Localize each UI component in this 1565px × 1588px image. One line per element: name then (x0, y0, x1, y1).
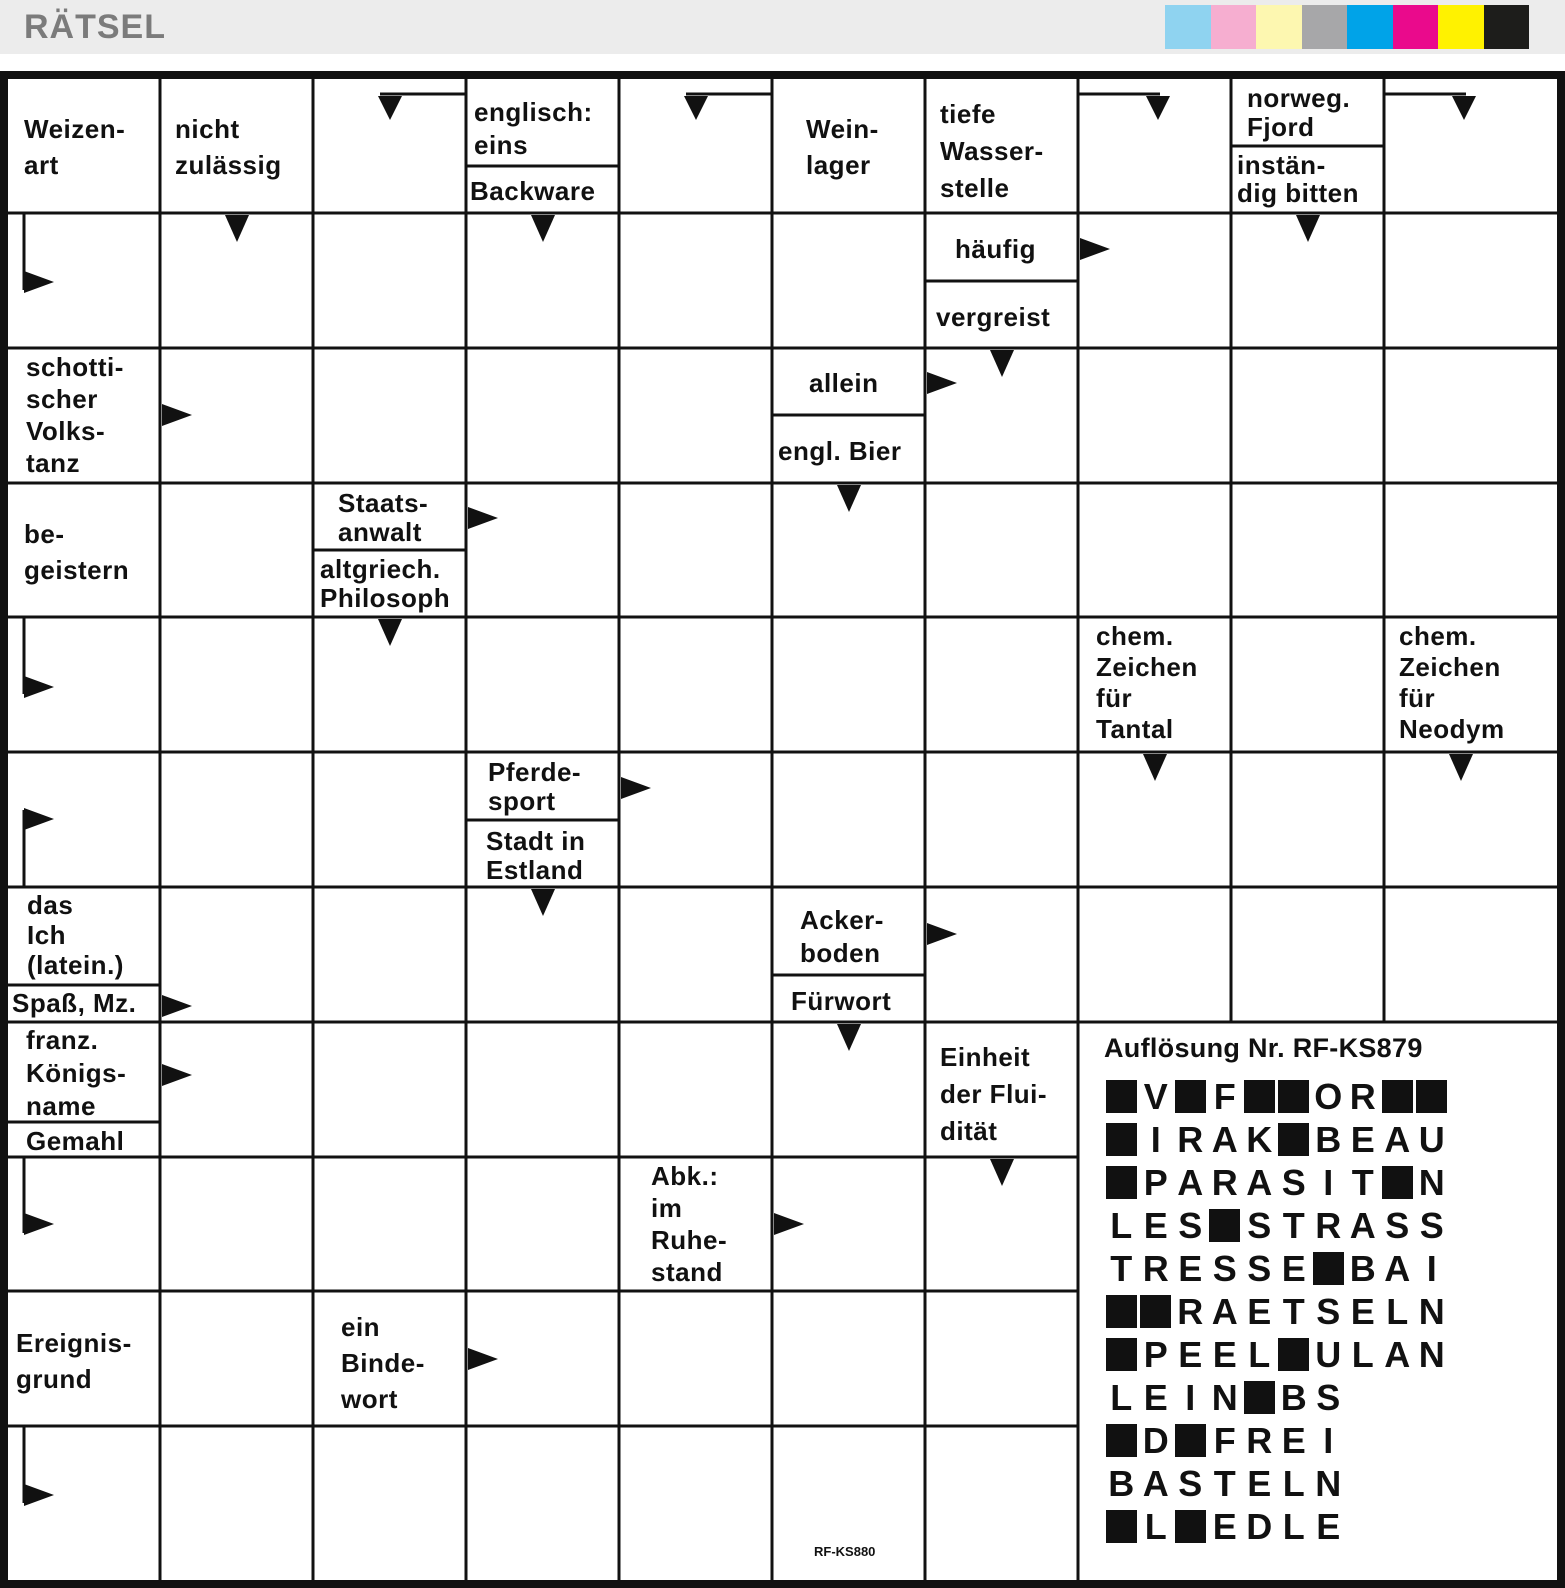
solution-letter: I (1426, 1247, 1437, 1289)
solution-letter: T (1213, 1462, 1236, 1504)
clue-staatsanwalt: Staats- anwalt (338, 488, 429, 547)
solution-letter: E (1247, 1462, 1272, 1504)
solution-letter: F (1213, 1419, 1236, 1461)
solution-letter: R (1349, 1075, 1376, 1117)
solution-letter: N (1418, 1161, 1445, 1203)
color-swatch (1347, 5, 1393, 49)
color-swatch (1211, 5, 1257, 49)
arrow-down-icon (990, 1159, 1014, 1186)
solution-letter: N (1211, 1376, 1238, 1418)
arrow-right-icon (1080, 238, 1110, 260)
solution-letter: A (1211, 1290, 1238, 1332)
solution-letter: E (1281, 1247, 1306, 1289)
clue-norweg-fjord: norweg. Fjord (1247, 83, 1351, 142)
solution-letter: D (1246, 1505, 1273, 1547)
solution-letter: S (1247, 1204, 1272, 1246)
solution-letter: R (1177, 1290, 1204, 1332)
arrow-down-icon (1146, 96, 1170, 120)
solution-letter: I (1323, 1161, 1334, 1203)
clue-ein-bindewort: ein Binde- wort (341, 1312, 425, 1414)
solution-letter: T (1351, 1161, 1374, 1203)
arrow-down-icon (1449, 754, 1473, 781)
arrow-right-icon (162, 995, 192, 1017)
solution-letter: B (1349, 1247, 1376, 1289)
arrow-right-icon (162, 1064, 192, 1086)
solution-letter: B (1315, 1118, 1342, 1160)
clue-pferdesport: Pferde- sport (488, 757, 582, 816)
solution-row (1104, 1419, 1449, 1462)
solution-letter: A (1142, 1462, 1169, 1504)
solution-letter: A (1177, 1161, 1204, 1203)
clue-chem-tantal: chem. Zeichen für Tantal (1096, 621, 1198, 744)
arrow-right-icon (774, 1213, 804, 1235)
clue-spass-mz: Spaß, Mz. (12, 988, 137, 1018)
arrow-right-icon (621, 777, 651, 799)
solution-black-cell (1277, 1075, 1312, 1118)
solution-row (1104, 1462, 1449, 1505)
clue-schottischer-volkstanz: schotti- scher Volks- tanz (26, 352, 124, 478)
clue-tiefe-wasserstelle: tiefe Wasser- stelle (940, 99, 1044, 203)
page-title: RÄTSEL (24, 8, 166, 46)
solution-letter: I (1323, 1419, 1334, 1461)
arrow-down-icon (684, 96, 708, 120)
solution-letter: E (1316, 1505, 1341, 1547)
solution-black-cell (1277, 1333, 1312, 1376)
solution-letter: T (1282, 1204, 1305, 1246)
arrow-right-icon (24, 1213, 54, 1235)
solution-letter: S (1247, 1247, 1272, 1289)
solution-black-cell (1104, 1333, 1139, 1376)
solution-letter: L (1282, 1462, 1305, 1504)
clue-franz-koenigsname: franz. Königs- name (26, 1025, 127, 1121)
solution-letter: S (1316, 1290, 1341, 1332)
color-swatch (1393, 5, 1439, 49)
solution-letter: R (1211, 1161, 1238, 1203)
solution-row (1104, 1161, 1449, 1204)
solution-letter: S (1419, 1204, 1444, 1246)
solution-letter: S (1385, 1204, 1410, 1246)
solution-letter: L (1144, 1505, 1167, 1547)
clue-altgriech-philosoph: altgriech. Philosoph (320, 554, 451, 613)
color-calibration-strip (1165, 5, 1529, 49)
clue-vergreist: vergreist (936, 302, 1051, 332)
arrow-down-icon (531, 889, 555, 916)
clue-einheit-fluiditaet: Einheit der Flui- dität (940, 1042, 1048, 1146)
arrow-down-icon (1452, 96, 1476, 120)
solution-letter: E (1350, 1290, 1375, 1332)
clue-stadt-in-estland: Stadt in Estland (486, 826, 586, 885)
solution-black-cell (1415, 1075, 1450, 1118)
solution-letter: R (1142, 1247, 1169, 1289)
solution-letter: R (1177, 1118, 1204, 1160)
arrow-down-icon (378, 96, 402, 120)
solution-letter: B (1108, 1462, 1135, 1504)
solution-row (1104, 1204, 1449, 1247)
color-swatch (1484, 5, 1530, 49)
clue-ereignisgrund: Ereignis- grund (16, 1328, 132, 1394)
arrow-down-icon (531, 215, 555, 242)
arrow-right-icon (468, 1348, 498, 1370)
solution-title: Auflösung Nr. RF-KS879 (1104, 1033, 1423, 1063)
arrow-down-icon (1143, 754, 1167, 781)
clue-nicht-zulaessig: nicht zulässig (175, 114, 282, 180)
solution-black-cell (1104, 1161, 1139, 1204)
arrow-down-icon (378, 619, 402, 646)
clue-ackerboden: Acker- boden (800, 905, 884, 968)
arrow-right-icon (927, 372, 957, 394)
solution-letter: B (1280, 1376, 1307, 1418)
solution-black-cell (1242, 1075, 1277, 1118)
clue-gemahl: Gemahl (26, 1126, 125, 1156)
solution-letter: U (1315, 1333, 1342, 1375)
solution-letter: T (1110, 1247, 1133, 1289)
solution-letter: E (1212, 1333, 1237, 1375)
clue-englisch-eins: englisch: eins (474, 97, 593, 160)
solution-letter: P (1143, 1161, 1168, 1203)
solution-letter: I (1185, 1376, 1196, 1418)
clue-haeufig: häufig (955, 234, 1036, 264)
solution-letter: A (1211, 1118, 1238, 1160)
solution-black-cell (1104, 1075, 1139, 1118)
solution-letter: A (1384, 1247, 1411, 1289)
solution-letter: L (1248, 1333, 1271, 1375)
solution-letter: A (1384, 1118, 1411, 1160)
header-bar (0, 0, 1565, 54)
solution-letter: S (1281, 1161, 1306, 1203)
solution-letter: N (1315, 1462, 1342, 1504)
solution-letter: R (1315, 1204, 1342, 1246)
clue-abk-ruhestand: Abk.: im Ruhe- stand (651, 1161, 728, 1287)
solution-letter: O (1314, 1075, 1343, 1117)
arrow-right-icon (24, 271, 54, 293)
solution-letter: E (1212, 1505, 1237, 1547)
solution-box (1104, 1032, 1449, 1548)
solution-black-cell (1380, 1075, 1415, 1118)
solution-letter: S (1316, 1376, 1341, 1418)
arrow-down-icon (837, 1024, 861, 1051)
solution-black-cell (1173, 1419, 1208, 1462)
color-swatch (1256, 5, 1302, 49)
solution-black-cell (1104, 1290, 1139, 1333)
clue-weinlager: Wein- lager (806, 114, 879, 180)
color-swatch (1438, 5, 1484, 49)
solution-letter: A (1349, 1204, 1376, 1246)
solution-black-cell (1277, 1118, 1312, 1161)
solution-letter: E (1143, 1204, 1168, 1246)
solution-letter: A (1384, 1333, 1411, 1375)
solution-black-cell (1173, 1505, 1208, 1548)
solution-black-cell (1104, 1505, 1139, 1548)
arrow-right-icon (162, 404, 192, 426)
clue-instaendig-bitten: instän- dig bitten (1237, 150, 1359, 208)
puzzle-code: RF-KS880 (814, 1544, 876, 1559)
solution-letter: V (1143, 1075, 1168, 1117)
solution-black-cell (1104, 1419, 1139, 1462)
solution-letter: U (1418, 1118, 1445, 1160)
solution-black-cell (1104, 1118, 1139, 1161)
solution-letter: D (1142, 1419, 1169, 1461)
solution-row (1104, 1118, 1449, 1161)
solution-letter: L (1110, 1204, 1133, 1246)
solution-row (1104, 1247, 1449, 1290)
solution-letter: K (1246, 1118, 1273, 1160)
solution-letter: E (1178, 1247, 1203, 1289)
color-swatch (1302, 5, 1348, 49)
solution-black-cell (1208, 1204, 1243, 1247)
color-swatch (1165, 5, 1211, 49)
solution-row (1104, 1376, 1449, 1419)
arrow-right-icon (24, 676, 54, 698)
solution-letter: E (1178, 1333, 1203, 1375)
arrow-right-icon (24, 808, 54, 830)
arrow-down-icon (1296, 215, 1320, 242)
solution-letter: L (1282, 1505, 1305, 1547)
solution-row (1104, 1290, 1449, 1333)
solution-black-cell (1311, 1247, 1346, 1290)
arrow-right-icon (468, 507, 498, 529)
solution-letter: A (1246, 1161, 1273, 1203)
solution-letter: E (1247, 1290, 1272, 1332)
solution-letter: P (1143, 1333, 1168, 1375)
solution-letter: E (1143, 1376, 1168, 1418)
solution-grid (1104, 1075, 1449, 1548)
arrow-down-icon (225, 215, 249, 242)
solution-letter: E (1350, 1118, 1375, 1160)
solution-black-cell (1380, 1161, 1415, 1204)
solution-black-cell (1139, 1290, 1174, 1333)
clue-das-ich: das Ich (latein.) (27, 890, 124, 980)
solution-row (1104, 1333, 1449, 1376)
solution-letter: L (1110, 1376, 1133, 1418)
solution-letter: F (1213, 1075, 1236, 1117)
solution-row (1104, 1505, 1449, 1548)
solution-letter: R (1246, 1419, 1273, 1461)
solution-black-cell (1173, 1075, 1208, 1118)
solution-row (1104, 1075, 1449, 1118)
clue-weizenart: Weizen- art (24, 114, 126, 180)
clue-allein: allein (809, 368, 879, 398)
clue-backware: Backware (470, 176, 596, 206)
solution-letter: N (1418, 1333, 1445, 1375)
solution-black-cell (1242, 1376, 1277, 1419)
solution-letter: S (1178, 1204, 1203, 1246)
solution-letter: S (1178, 1462, 1203, 1504)
arrow-down-icon (990, 350, 1014, 377)
clue-chem-neodym: chem. Zeichen für Neodym (1399, 621, 1505, 744)
solution-letter: L (1386, 1290, 1409, 1332)
solution-letter: L (1351, 1333, 1374, 1375)
solution-letter: S (1212, 1247, 1237, 1289)
clue-engl-bier: engl. Bier (778, 436, 902, 466)
clue-begeistern: be- geistern (24, 519, 130, 585)
arrow-right-icon (927, 923, 957, 945)
solution-letter: I (1150, 1118, 1161, 1160)
arrow-down-icon (837, 485, 861, 512)
arrow-right-icon (24, 1484, 54, 1506)
clue-fuerwort: Fürwort (791, 986, 892, 1016)
solution-letter: T (1282, 1290, 1305, 1332)
solution-letter: E (1281, 1419, 1306, 1461)
solution-letter: N (1418, 1290, 1445, 1332)
